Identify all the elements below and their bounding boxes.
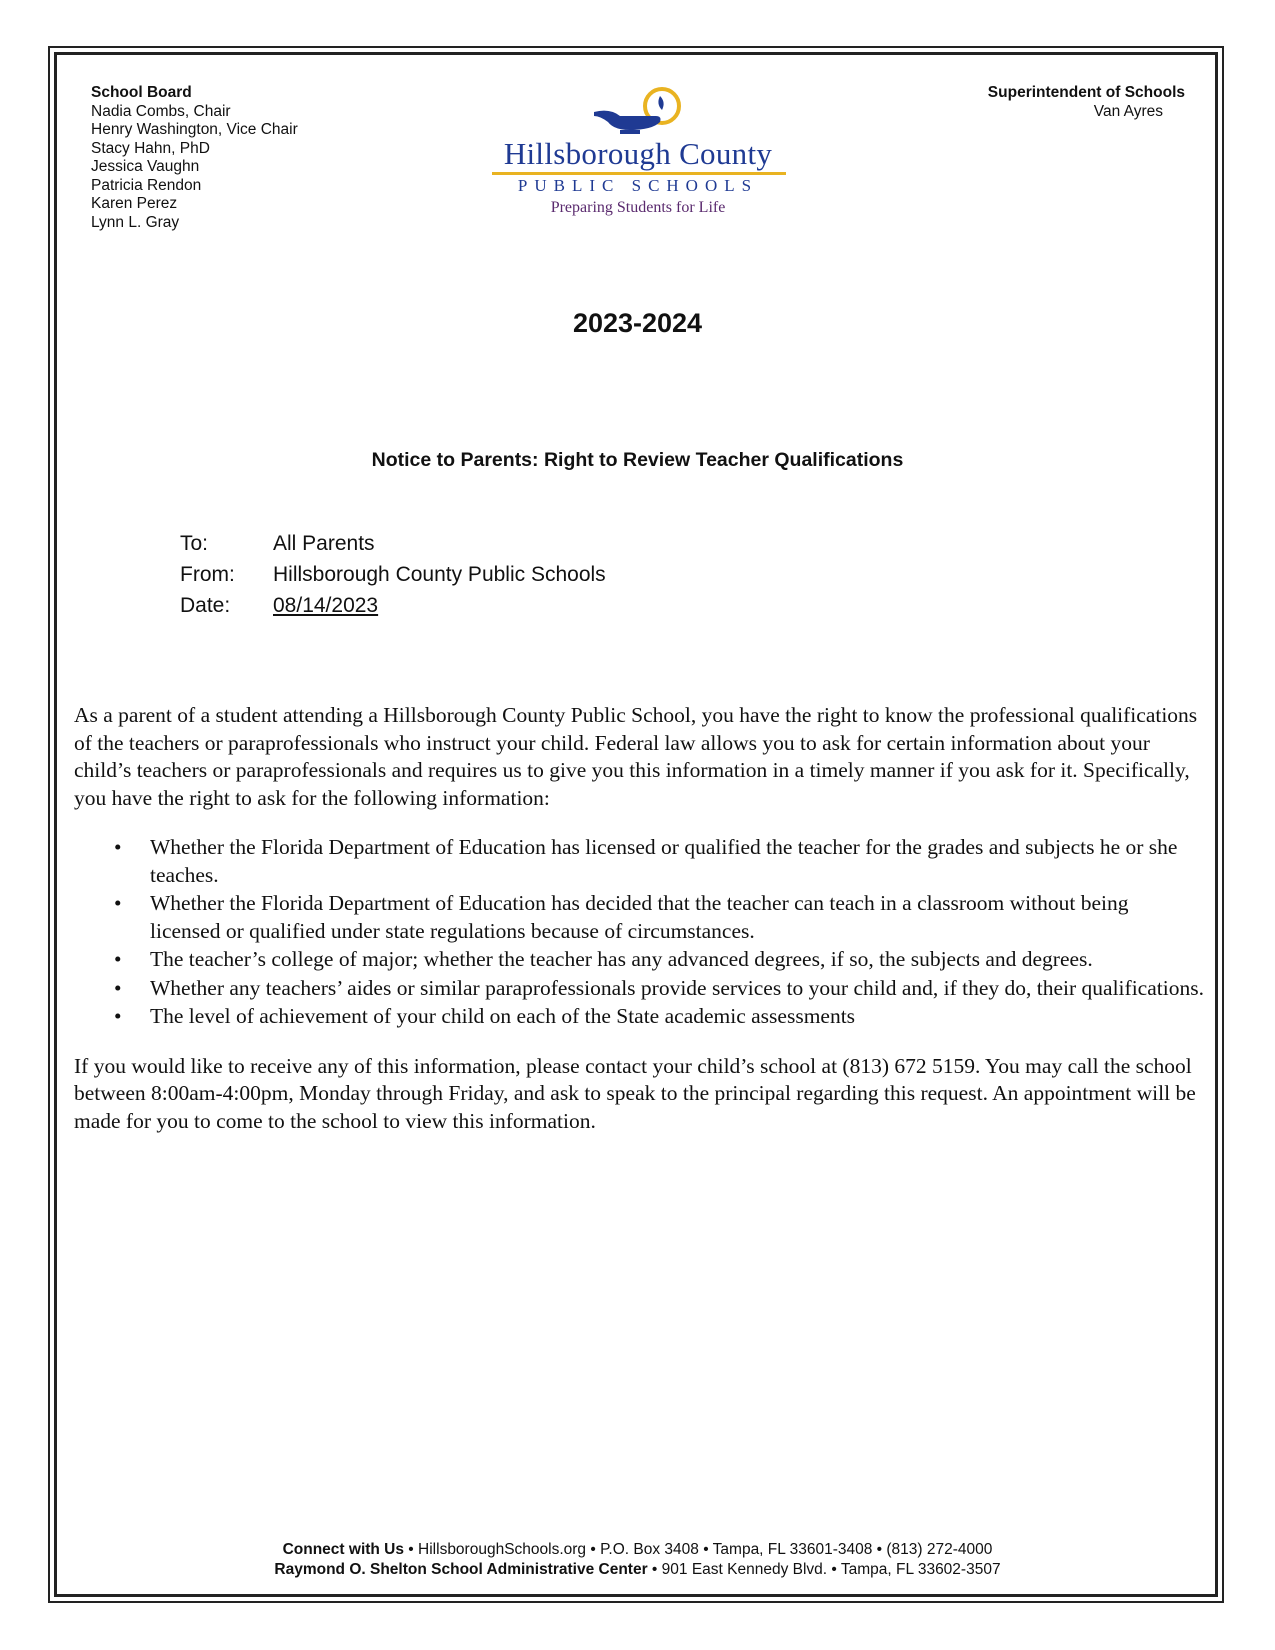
- logo-name-line2: PUBLIC SCHOOLS: [517, 176, 759, 195]
- footer-contact-info: • HillsboroughSchools.org • P.O. Box 3408 • Tampa, FL 33601-3408 • (813) 272-4000: [404, 1541, 993, 1558]
- memo-to-row: [180, 528, 606, 559]
- memo-to-value: All Parents: [273, 532, 375, 555]
- board-member: Henry Washington, Vice Chair: [91, 121, 298, 138]
- district-logo: [480, 86, 800, 221]
- footer-center-name: Raymond O. Shelton School Administrative Center: [274, 1561, 648, 1578]
- list-item: [74, 1003, 1204, 1031]
- list-item: [74, 975, 1204, 1003]
- board-member: Lynn L. Gray: [91, 213, 180, 231]
- oil-lamp-icon: [590, 86, 690, 138]
- school-board-title: School Board: [91, 84, 192, 101]
- footer-address: • 901 East Kennedy Blvd. • Tampa, FL 33602-3507: [647, 1561, 1001, 1578]
- superintendent-block: [988, 84, 1185, 121]
- superintendent-title: Superintendent of Schools: [987, 84, 1185, 101]
- list-item-text: Whether the Florida Department of Education has licensed or qualified the teacher for the grades and subjects he or she teaches.: [150, 835, 1178, 887]
- list-item-text: The teacher’s college of major; whether the teacher has any advanced degrees, if so, the subjects and degrees.: [150, 947, 1093, 971]
- footer-connect-label: Connect with Us: [282, 1541, 404, 1558]
- memo-from-value: Hillsborough County Public Schools: [273, 563, 606, 586]
- list-item: [74, 890, 1204, 945]
- board-member: Nadia Combs, Chair: [91, 102, 231, 120]
- list-item-text: Whether any teachers’ aides or similar paraprofessionals provide services to your child and, if they do, their qualifications.: [150, 975, 1204, 1000]
- memo-date-row: [180, 590, 606, 621]
- board-member: Karen Perez: [91, 195, 178, 212]
- list-item-text: The level of achievement of your child on each of the State academic assessments: [150, 1004, 856, 1028]
- school-board-list: [91, 84, 298, 232]
- logo-underline: [492, 172, 786, 175]
- closing-paragraph: If you would like to receive any of this information, please contact your child’s school at (813) 672 5159. You may call the school between 8:00am-4:00pm, Monday through Friday, and ask to speak to the principal regarding this request. An appointment will be made for you to come to the school to view this information.: [74, 1053, 1196, 1133]
- notice-title: Notice to Parents: Right to Review Teacher Qualifications: [371, 449, 904, 471]
- footer-line-1: [0, 1540, 1275, 1560]
- memo-from-row: [180, 559, 606, 590]
- list-item-text: Whether the Florida Department of Education has decided that the teacher can teach in a classroom without being licensed or qualified under state regulations because of circumstances.: [150, 891, 1129, 943]
- board-member: Jessica Vaughn: [91, 158, 200, 175]
- page-footer: [0, 1540, 1275, 1580]
- list-item: [74, 946, 1204, 974]
- superintendent-name: Van Ayres: [1093, 102, 1163, 120]
- notice-body: [74, 702, 1204, 1135]
- rights-list: [74, 834, 1204, 1031]
- school-year: 2023-2024: [572, 308, 703, 338]
- footer-line-2: [0, 1560, 1275, 1580]
- bullet-icon: •: [114, 1004, 122, 1028]
- logo-name-line1: Hillsborough County: [503, 136, 773, 171]
- board-member: Patricia Rendon: [91, 176, 202, 194]
- memo-header: [180, 528, 606, 621]
- memo-date-value: 08/14/2023: [273, 594, 379, 617]
- board-member: Stacy Hahn, PhD: [91, 139, 210, 157]
- memo-to-label: To:: [180, 532, 209, 555]
- bullet-icon: •: [114, 891, 122, 915]
- bullet-icon: •: [114, 835, 122, 859]
- bullet-icon: •: [114, 947, 122, 971]
- memo-from-label: From:: [180, 563, 235, 586]
- logo-tagline: Preparing Students for Life: [550, 199, 726, 216]
- intro-paragraph: As a parent of a student attending a Hillsborough County Public School, you have the right to know the professional qualifications of the teachers or paraprofessionals who instruct your child. Federal law allows you to ask for certain information about your child’s teachers or paraprofessionals and requires us to give you this information in a timely manner if you ask for it. Specifically, you have the right to ask for the following information:: [74, 703, 1198, 810]
- bullet-icon: •: [114, 975, 122, 1000]
- list-item: [74, 834, 1204, 889]
- memo-date-label: Date:: [180, 594, 231, 617]
